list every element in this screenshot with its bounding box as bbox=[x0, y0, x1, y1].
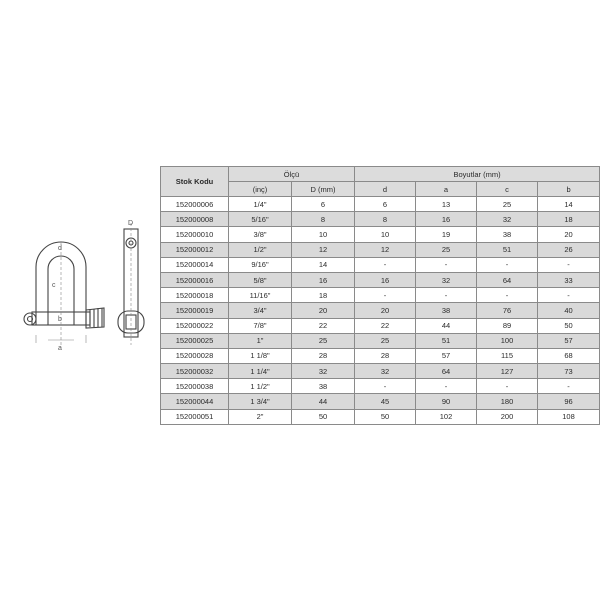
cell-d: 16 bbox=[355, 272, 416, 287]
cell-d: 32 bbox=[355, 364, 416, 379]
cell-code: 152000032 bbox=[161, 364, 229, 379]
cell-code: 152000044 bbox=[161, 394, 229, 409]
cell-code: 152000012 bbox=[161, 242, 229, 257]
table-row bbox=[161, 333, 600, 348]
table-row bbox=[161, 197, 600, 212]
cell-a: 25 bbox=[416, 242, 477, 257]
cell-b: 40 bbox=[538, 303, 600, 318]
cell-d: 44 bbox=[292, 394, 355, 409]
cell-d: - bbox=[355, 257, 416, 272]
cell-c: 51 bbox=[477, 242, 538, 257]
cell-d: 25 bbox=[355, 333, 416, 348]
cell-c: 32 bbox=[477, 212, 538, 227]
label-d: d bbox=[58, 245, 62, 252]
table-row bbox=[161, 288, 600, 303]
cell-code: 152000010 bbox=[161, 227, 229, 242]
cell-d: 25 bbox=[292, 333, 355, 348]
cell-b: - bbox=[538, 288, 600, 303]
cell-inch: 1/2" bbox=[229, 242, 292, 257]
cell-c: - bbox=[477, 379, 538, 394]
cell-d: 12 bbox=[292, 242, 355, 257]
cell-b: - bbox=[538, 257, 600, 272]
cell-d: - bbox=[355, 379, 416, 394]
cell-inch: 3/4" bbox=[229, 303, 292, 318]
cell-c: 127 bbox=[477, 364, 538, 379]
cell-b: 50 bbox=[538, 318, 600, 333]
cell-b: 68 bbox=[538, 348, 600, 363]
cell-c: 25 bbox=[477, 197, 538, 212]
cell-a: 57 bbox=[416, 348, 477, 363]
cell-inch: 1 1/8" bbox=[229, 348, 292, 363]
cell-d: 50 bbox=[355, 409, 416, 424]
table-row bbox=[161, 212, 600, 227]
cell-code: 152000006 bbox=[161, 197, 229, 212]
cell-a: 16 bbox=[416, 212, 477, 227]
table-row bbox=[161, 379, 600, 394]
header-boyutlar: Boyutlar (mm) bbox=[355, 167, 600, 182]
cell-d: 14 bbox=[292, 257, 355, 272]
cell-a: - bbox=[416, 379, 477, 394]
cell-b: - bbox=[538, 379, 600, 394]
cell-a: 38 bbox=[416, 303, 477, 318]
cell-b: 96 bbox=[538, 394, 600, 409]
table-body bbox=[161, 197, 600, 425]
cell-inch: 11/16" bbox=[229, 288, 292, 303]
cell-d: 10 bbox=[355, 227, 416, 242]
cell-c: - bbox=[477, 257, 538, 272]
cell-c: 64 bbox=[477, 272, 538, 287]
cell-c: 100 bbox=[477, 333, 538, 348]
cell-inch: 1" bbox=[229, 333, 292, 348]
cell-b: 57 bbox=[538, 333, 600, 348]
cell-a: - bbox=[416, 257, 477, 272]
cell-b: 14 bbox=[538, 197, 600, 212]
cell-code: 152000028 bbox=[161, 348, 229, 363]
cell-inch: 1/4" bbox=[229, 197, 292, 212]
cell-a: 32 bbox=[416, 272, 477, 287]
table-row bbox=[161, 364, 600, 379]
cell-code: 152000025 bbox=[161, 333, 229, 348]
cell-d: 45 bbox=[355, 394, 416, 409]
cell-d: 28 bbox=[292, 348, 355, 363]
cell-d: 18 bbox=[292, 288, 355, 303]
header-a: a bbox=[416, 182, 477, 197]
cell-b: 73 bbox=[538, 364, 600, 379]
cell-code: 152000008 bbox=[161, 212, 229, 227]
label-c: c bbox=[52, 282, 56, 289]
shackle-spec-table bbox=[160, 166, 600, 425]
table-row bbox=[161, 318, 600, 333]
cell-inch: 1 3/4" bbox=[229, 394, 292, 409]
cell-b: 18 bbox=[538, 212, 600, 227]
cell-b: 33 bbox=[538, 272, 600, 287]
cell-a: 44 bbox=[416, 318, 477, 333]
cell-a: 19 bbox=[416, 227, 477, 242]
cell-d: 6 bbox=[292, 197, 355, 212]
cell-code: 152000019 bbox=[161, 303, 229, 318]
cell-d: 6 bbox=[355, 197, 416, 212]
cell-code: 152000051 bbox=[161, 409, 229, 424]
cell-inch: 1 1/2" bbox=[229, 379, 292, 394]
cell-inch: 1 1/4" bbox=[229, 364, 292, 379]
cell-inch: 7/8" bbox=[229, 318, 292, 333]
cell-c: 89 bbox=[477, 318, 538, 333]
label-b: b bbox=[58, 316, 62, 323]
table-row bbox=[161, 303, 600, 318]
header-c: c bbox=[477, 182, 538, 197]
cell-d: 8 bbox=[355, 212, 416, 227]
cell-code: 152000016 bbox=[161, 272, 229, 287]
cell-d: 32 bbox=[292, 364, 355, 379]
cell-d: 20 bbox=[292, 303, 355, 318]
header-d-mm: D (mm) bbox=[292, 182, 355, 197]
cell-d: 10 bbox=[292, 227, 355, 242]
cell-inch: 5/8" bbox=[229, 272, 292, 287]
cell-d: 50 bbox=[292, 409, 355, 424]
cell-d: 12 bbox=[355, 242, 416, 257]
cell-code: 152000038 bbox=[161, 379, 229, 394]
header-olcu: Ölçü bbox=[229, 167, 355, 182]
cell-a: 51 bbox=[416, 333, 477, 348]
cell-inch: 9/16" bbox=[229, 257, 292, 272]
cell-d: 8 bbox=[292, 212, 355, 227]
cell-d: - bbox=[355, 288, 416, 303]
cell-c: 38 bbox=[477, 227, 538, 242]
table-row bbox=[161, 394, 600, 409]
cell-inch: 2" bbox=[229, 409, 292, 424]
cell-inch: 3/8" bbox=[229, 227, 292, 242]
cell-d: 22 bbox=[355, 318, 416, 333]
cell-d: 28 bbox=[355, 348, 416, 363]
header-stok-kodu: Stok Kodu bbox=[161, 167, 229, 197]
cell-code: 152000014 bbox=[161, 257, 229, 272]
cell-a: - bbox=[416, 288, 477, 303]
cell-a: 102 bbox=[416, 409, 477, 424]
table-row bbox=[161, 227, 600, 242]
cell-inch: 5/16" bbox=[229, 212, 292, 227]
table-row bbox=[161, 348, 600, 363]
table-row bbox=[161, 409, 600, 424]
cell-a: 13 bbox=[416, 197, 477, 212]
cell-code: 152000018 bbox=[161, 288, 229, 303]
cell-c: 180 bbox=[477, 394, 538, 409]
cell-d: 20 bbox=[355, 303, 416, 318]
cell-b: 108 bbox=[538, 409, 600, 424]
table-row bbox=[161, 242, 600, 257]
cell-b: 20 bbox=[538, 227, 600, 242]
cell-code: 152000022 bbox=[161, 318, 229, 333]
label-a: a bbox=[58, 345, 62, 352]
shackle-technical-drawing bbox=[20, 215, 160, 365]
label-D: D bbox=[128, 220, 134, 227]
header-inc: (inç) bbox=[229, 182, 292, 197]
table-row bbox=[161, 272, 600, 287]
cell-d: 22 bbox=[292, 318, 355, 333]
cell-a: 64 bbox=[416, 364, 477, 379]
header-d: d bbox=[355, 182, 416, 197]
cell-c: 115 bbox=[477, 348, 538, 363]
cell-a: 90 bbox=[416, 394, 477, 409]
cell-d: 38 bbox=[292, 379, 355, 394]
header-b: b bbox=[538, 182, 600, 197]
cell-c: - bbox=[477, 288, 538, 303]
cell-b: 26 bbox=[538, 242, 600, 257]
table-row bbox=[161, 257, 600, 272]
cell-d: 16 bbox=[292, 272, 355, 287]
cell-c: 200 bbox=[477, 409, 538, 424]
cell-c: 76 bbox=[477, 303, 538, 318]
